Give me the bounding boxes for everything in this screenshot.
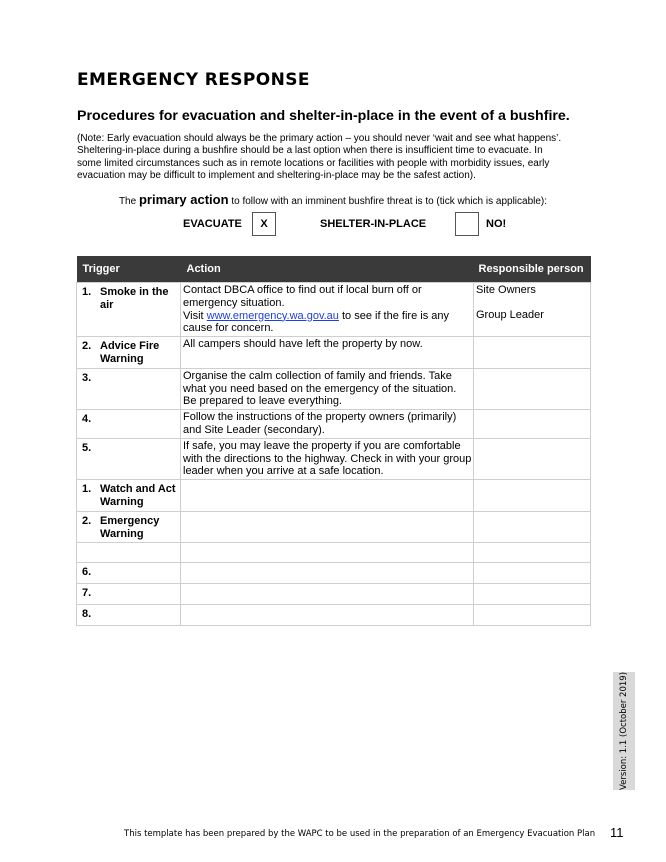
page-number: 11: [610, 825, 624, 840]
visit-text-rest: to see if the fire is any cause for concern.: [183, 309, 449, 335]
row-number: 4.: [82, 413, 92, 426]
responsible-cell: [474, 563, 591, 584]
primary-prefix: The: [118, 196, 137, 207]
row-number: 5.: [82, 441, 92, 454]
table-row: [77, 563, 591, 584]
table-row: [77, 438, 591, 479]
responsible-cell: [474, 410, 591, 439]
row-number: 2.: [82, 514, 92, 527]
header-trigger: Trigger: [77, 256, 181, 283]
action-text: Contact DBCA office to find out if local burn off or emergency situation.: [183, 284, 422, 309]
action-text: Follow the instructions of the property owners (primarily) and Site Leader (secondary).: [181, 410, 474, 439]
responsible-text: Site Owners: [476, 284, 536, 296]
visit-text: Visit: [183, 309, 204, 322]
shelter-checkbox[interactable]: [455, 212, 479, 236]
shelter-no-label: NO!: [486, 218, 507, 230]
responsible-cell: [474, 337, 591, 369]
action-text-visit: [183, 310, 472, 336]
trigger-text: Watch and Act Warning: [100, 483, 176, 508]
action-text: [181, 480, 474, 512]
empty-cell: [77, 543, 181, 563]
row-number: 6.: [82, 566, 92, 579]
evacuate-checkbox[interactable]: X: [252, 212, 276, 236]
table-row: [77, 368, 591, 409]
version-tab: [613, 672, 635, 790]
responsible-cell: [474, 368, 591, 409]
responsible-cell: [474, 584, 591, 605]
responsible-cell: [474, 605, 591, 626]
page-title: EMERGENCY RESPONSE: [77, 70, 310, 90]
table-row: [77, 337, 591, 369]
table-row: [77, 511, 591, 543]
action-text: [181, 584, 474, 605]
table-row: [77, 283, 591, 337]
row-number: 2.: [82, 340, 92, 353]
emergency-website-link[interactable]: www.emergency.wa.gov.au: [206, 309, 339, 322]
row-number: 7.: [82, 587, 92, 600]
action-text: If safe, you may leave the property if you are comfortable with the directions to the highway. Check in with your group leader when you arrive at a safe location.: [181, 438, 474, 479]
action-text: [181, 511, 474, 543]
trigger-text: Smoke in the air: [100, 286, 169, 311]
row-number: 1.: [82, 483, 92, 496]
primary-action-line: [0, 192, 666, 207]
responsible-cell: [474, 438, 591, 479]
trigger-text: Emergency Warning: [100, 514, 160, 540]
row-number: 1.: [82, 286, 92, 298]
primary-emphasis: primary action: [138, 192, 229, 207]
header-responsible: Responsible person: [474, 256, 591, 283]
responsible-cell: [474, 283, 591, 337]
table-header-row: [77, 256, 591, 283]
table-row: [77, 410, 591, 439]
row-number: 8.: [82, 608, 92, 621]
empty-cell: [181, 543, 474, 563]
action-text: [181, 605, 474, 626]
shelter-label: SHELTER-IN-PLACE: [320, 218, 427, 230]
action-text: [181, 563, 474, 584]
header-action: Action: [181, 256, 474, 283]
action-text: Organise the calm collection of family and friends. Take what you need based on the emergency of the situation. Be prepared to leave everything.: [181, 368, 474, 409]
responsible-cell: [474, 511, 591, 543]
table-row: [77, 584, 591, 605]
table-row: [77, 543, 591, 563]
table-row: [77, 605, 591, 626]
evacuate-label: EVACUATE: [183, 218, 242, 230]
action-choices: [0, 212, 666, 238]
evacuation-note: (Note: Early evacuation should always be the primary action – you should never ‘wait and see what happens’. Sheltering-in-place during a bushfire should be a last option when there is insufficient time to evacuate. In some limited circumstances such as in remote locations or facilities with people with morbidity issues, early evacuation may be difficult to implement and sheltering-in-place may be the safest action).: [77, 133, 562, 182]
row-number: 3.: [82, 371, 92, 384]
version-text: Version: 1.1 (October 2019): [619, 671, 629, 791]
responsible-cell: [474, 480, 591, 512]
trigger-text: Advice Fire Warning: [100, 340, 160, 365]
empty-cell: [474, 543, 591, 563]
action-text: All campers should have left the property by now.: [181, 337, 474, 369]
section-subtitle: Procedures for evacuation and shelter-in-place in the event of a bushfire.: [77, 108, 570, 124]
action-cell: [181, 283, 474, 337]
primary-suffix: to follow with an imminent bushfire threat is to (tick which is applicable):: [231, 196, 548, 207]
page-footer: This template has been prepared by the WAPC to be used in the preparation of an Emergency Evacuation Plan: [124, 829, 596, 839]
responsible-text: Group Leader: [476, 308, 544, 321]
table-row: [77, 480, 591, 512]
emergency-action-table: [76, 256, 591, 626]
